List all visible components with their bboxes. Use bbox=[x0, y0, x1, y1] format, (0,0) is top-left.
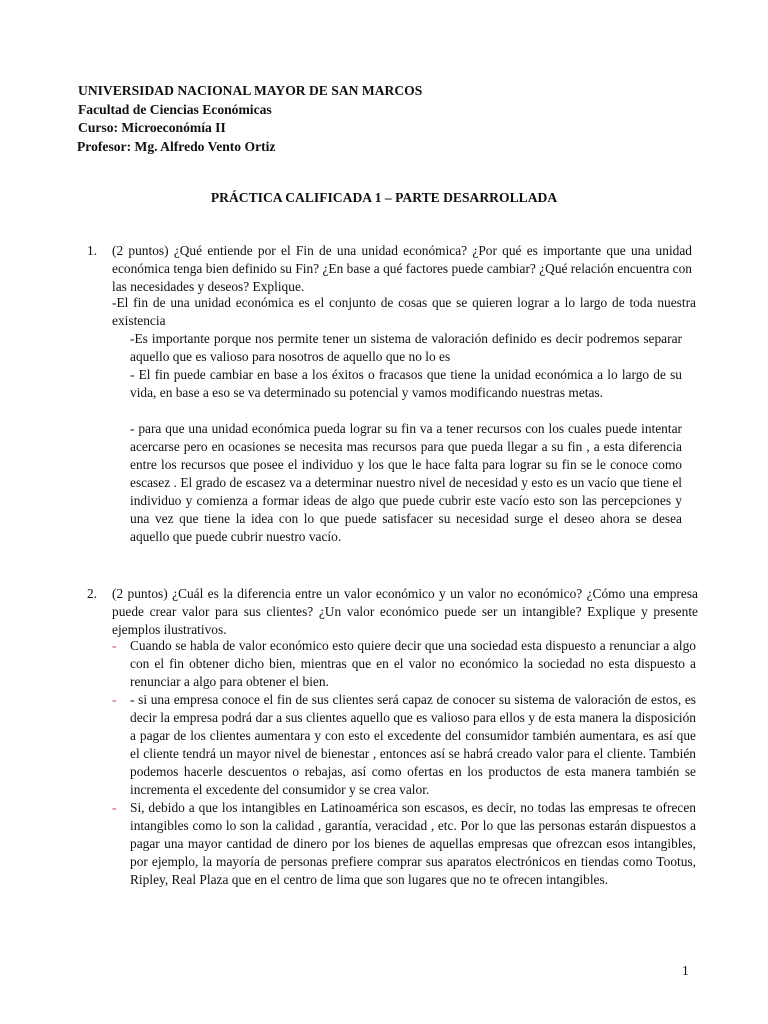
question-number: 2. bbox=[87, 586, 98, 601]
list-item bbox=[112, 637, 696, 691]
answer-paragraph: Si, debido a que los intangibles en Latinoamérica son escasos, es decir, no todas las empresas te ofrecen intangibles como lo son la calidad , garantía, veracidad , etc. Por lo que las personas estarán dispuestos a pagar una mayor cantidad de dinero por los bienes de aquellas empresas que ofrezcan esos intangibles, por ejemplo, la mayoría de personas prefiere comprar sus aparatos electrónicos en tiendas como Tootus, Ripley, Real Plaza que en el centro de lima que son lugares que no te ofrecen intangibles. bbox=[130, 800, 696, 887]
question-text: (2 puntos) ¿Qué entiende por el Fin de una unidad económica? ¿Por qué es importante que una unidad económica tenga bien definido su Fin? ¿En base a qué factores puede cambiar? ¿Qué relación encuentra con las necesidades y deseos? Explique. bbox=[112, 243, 692, 294]
university-name: UNIVERSIDAD NACIONAL MAYOR DE SAN MARCOS bbox=[78, 83, 423, 98]
answer-paragraph: - si una empresa conoce el fin de sus clientes será capaz de conocer su sistema de valoración de estos, es decir la empresa podrá dar a sus clientes aquello que es valioso para ellos y de esta manera la disposición a pagar de los clientes aumentara y con esto el excedente del consumidor también aumentara, es así que el cliente tendrá un mayor nivel de bienestar , entonces así se habrá creado valor para el cliente. También podemos hacerle descuentos o rebajas, así como ofertas en los productos de esta manera también se incrementa el excedente del consumidor y se crea valor. bbox=[130, 692, 696, 797]
answer-paragraph: Cuando se habla de valor económico esto quiere decir que una sociedad esta dispuesto a renunciar a algo con el fin obtener dicho bien, mientras que en el valor no económico la sociedad no esta dispuesto a renunciar a algo para obtener el bien. bbox=[130, 638, 696, 689]
bullet-dash-icon: - bbox=[112, 800, 117, 815]
list-item bbox=[112, 691, 696, 799]
faculty-name: Facultad de Ciencias Económicas bbox=[78, 101, 272, 117]
answer-paragraph: -El fin de una unidad económica es el conjunto de cosas que se quieren lograr a lo largo de toda nuestra existencia bbox=[112, 295, 696, 328]
list-item bbox=[112, 799, 696, 889]
answer-paragraph: - para que una unidad económica pueda lograr su fin va a tener recursos con los cuales puede intentar acercarse pero en ocasiones se necesita mas recursos para que pueda llegar a su fin , a esta diferencia entre los recursos que posee el individuo y los que le hace falta para lograr su fin se le conoce como escasez . El grado de escasez va a determinar nuestro nivel de necesidad y esto es un vacío que tiene el individuo y comienza a formar ideas de algo que puede cubrir este vacío esto son las percepciones y una vez que tiene la idea con lo que puede satisfacer su necesidad surge el deseo ahora se desea aquello que puede cubrir nuestro vacío. bbox=[130, 421, 682, 544]
page-number: 1 bbox=[682, 963, 689, 978]
answer-paragraph: -Es importante porque nos permite tener un sistema de valoración definido es decir podremos separar aquello que es valioso para nosotros de aquello que no lo es bbox=[130, 331, 682, 364]
document-title: PRÁCTICA CALIFICADA 1 – PARTE DESARROLLADA bbox=[210, 190, 558, 205]
question-number: 1. bbox=[87, 243, 98, 258]
professor-name: Profesor: Mg. Alfredo Vento Ortiz bbox=[77, 138, 276, 154]
answer-paragraph: - El fin puede cambiar en base a los éxitos o fracasos que tiene la unidad económica a lo largo de su vida, en base a eso se va determinado su potencial y vamos modificando nuestras metas. bbox=[130, 367, 682, 400]
bullet-dash-icon: - bbox=[112, 638, 117, 653]
bullet-dash-icon: - bbox=[112, 692, 117, 707]
document-header bbox=[78, 82, 422, 156]
answer-list bbox=[112, 637, 696, 889]
question-text: (2 puntos) ¿Cuál es la diferencia entre un valor económico y un valor no económico? ¿Cómo una empresa puede crear valor para sus clientes? ¿Un valor económico puede ser un intangible? Explique y presente ejemplos ilustrativos. bbox=[112, 586, 698, 637]
course-name: Curso: Microeconómía II bbox=[78, 120, 226, 135]
